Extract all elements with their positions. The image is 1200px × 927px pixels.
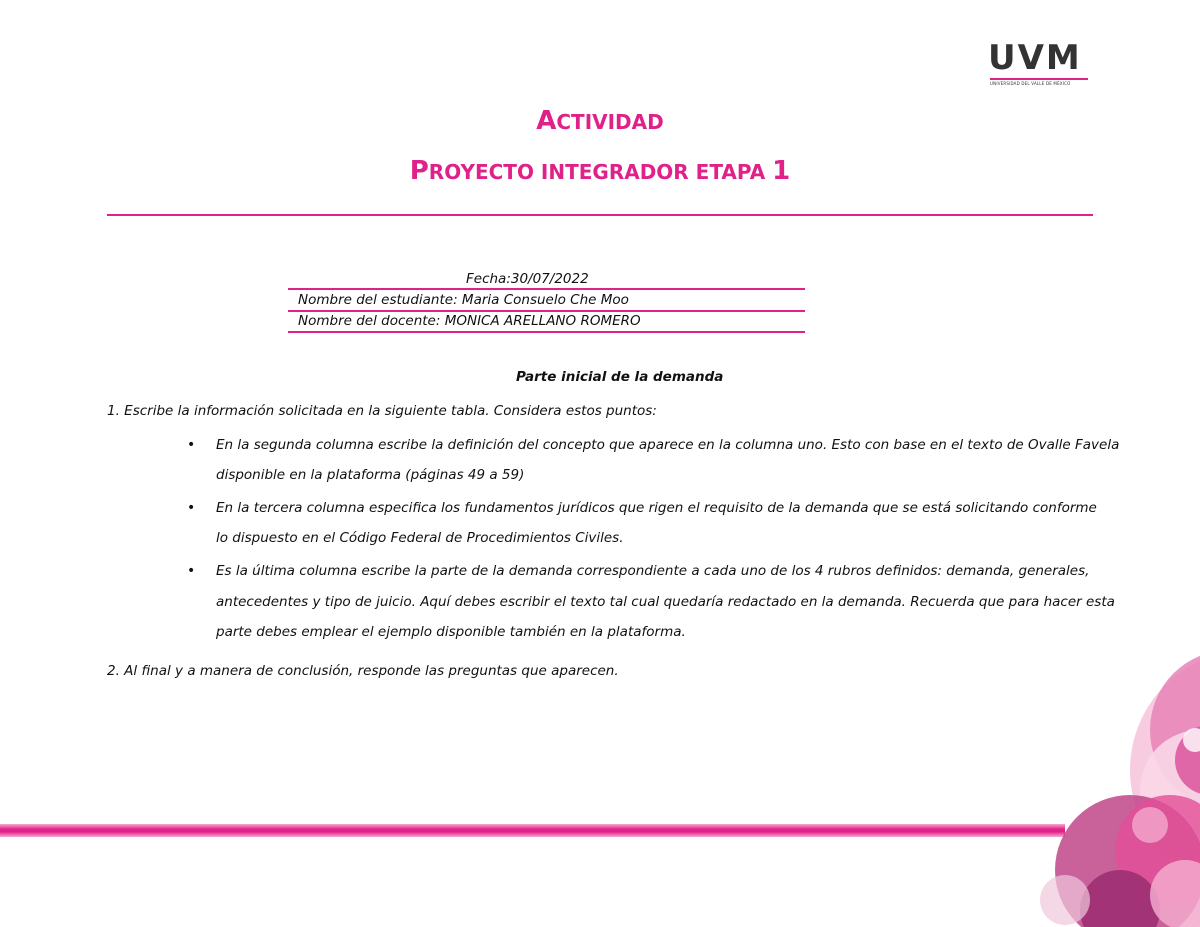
- bullet-2-line-1: En la tercera columna especifica los fundamentos jurídicos que rigen el requisito de la demanda que se está solicitando conforme: [216, 500, 1097, 516]
- bullet-1-line-1: En la segunda columna escribe la definición del concepto que aparece en la columna uno. Esto con base en el texto de Ovalle Favela: [216, 437, 1120, 453]
- logo-subtext: UNIVERSIDAD DEL VALLE DE MÉXICO: [990, 81, 1071, 86]
- bullet-icon: •: [187, 437, 196, 453]
- decorative-circles: [1000, 620, 1200, 927]
- uvm-logo: [988, 40, 1090, 88]
- logo-underline: [990, 78, 1088, 80]
- bullet-3-line-3: parte debes emplear el ejemplo disponible también en la plataforma.: [216, 624, 686, 640]
- bullet-2-line-2: lo dispuesto en el Código Federal de Procedimientos Civiles.: [216, 530, 624, 546]
- footer-pink-band: [0, 824, 1065, 837]
- bullet-icon: •: [187, 500, 196, 516]
- logo-wordmark: UVM: [988, 38, 1082, 78]
- instruction-item-1: 1. Escribe la información solicitada en la siguiente tabla. Considera estos puntos:: [107, 403, 657, 419]
- instruction-item-2: 2. Al final y a manera de conclusión, responde las preguntas que aparecen.: [107, 663, 619, 679]
- info-divider: [288, 331, 805, 333]
- page-title: ACTIVIDAD: [536, 106, 664, 136]
- teacher-name-field: Nombre del docente: MONICA ARELLANO ROMERO: [298, 313, 641, 329]
- bullet-3-line-2: antecedentes y tipo de juicio. Aquí debes escribir el texto tal cual quedaría redactado en la demanda. Recuerda que para hacer esta: [216, 594, 1115, 610]
- date-field: Fecha:30/07/2022: [466, 271, 589, 287]
- section-subtitle: Parte inicial de la demanda: [516, 369, 724, 385]
- bullet-icon: •: [187, 563, 196, 579]
- title-divider: [107, 214, 1093, 216]
- student-name-field: Nombre del estudiante: Maria Consuelo Che Moo: [298, 292, 629, 308]
- page-subtitle: PROYECTO INTEGRADOR ETAPA 1: [409, 156, 791, 186]
- bullet-1-line-2: disponible en la plataforma (páginas 49 a 59): [216, 467, 525, 483]
- bullet-3-line-1: Es la última columna escribe la parte de la demanda correspondiente a cada uno de los 4 rubros definidos: demanda, generales,: [216, 563, 1090, 579]
- info-divider: [288, 288, 805, 290]
- info-divider: [288, 310, 805, 312]
